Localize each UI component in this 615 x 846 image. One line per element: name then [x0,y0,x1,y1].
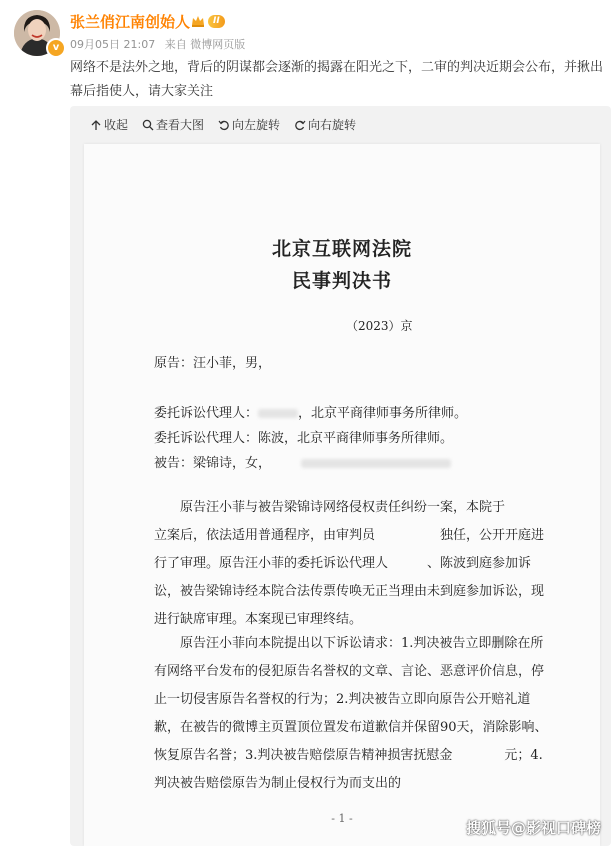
magnifier-icon [142,119,154,131]
level-label: II [208,15,225,28]
watermark: 搜狐号@影视口碑榜 [465,819,601,837]
arrow-up-icon [90,119,102,131]
rotate-right-icon [294,119,306,131]
agent2-line: 委托诉讼代理人：陈波，北京平商律师事务所律师。 [154,431,454,446]
page-number: - 1 - [331,812,353,825]
crown-icon [190,13,206,29]
agent1-rest: ，北京平商律师事务所律师。 [298,406,468,421]
post-meta [70,36,251,52]
view-large-label: 查看大图 [156,118,205,132]
case-number: （2023）京 [346,319,413,333]
post-date[interactable]: 09月05日 21:07 [70,38,156,51]
username[interactable]: 张兰俏江南创始人 [70,13,191,31]
paragraph-claims: 原告汪小菲向本院提出以下诉讼请求：1.判决被告立即删除在所有网络平台发布的侵犯原告名誉权的文章、言论、恶意评价信息，停止一切侵害原告名誉权的行为；2.判决被告立即向原告公开赔礼道歉，在被告的微博主页置顶位置发布道歉信并保留90天，消除影响、恢复原告名誉；3.判决被告赔偿原告精神损害抚慰金 元；4.判决被告赔偿原告为制止侵权行为而支出的 [154,636,548,791]
level-badge[interactable] [190,13,230,29]
rotate-left-icon [218,119,230,131]
expanded-image-card [70,106,611,846]
defendant-line [154,452,451,471]
rotate-right-label: 向右旋转 [308,118,357,132]
redacted-name [258,409,298,418]
judgment-document-image[interactable] [84,144,600,846]
collapse-label: 收起 [104,118,129,132]
plaintiff-line: 原告：汪小菲，男， [154,356,272,371]
agent1-line [154,402,467,421]
agent1-label: 委托诉讼代理人： [154,406,259,421]
defendant-text: 被告：梁锦诗，女， [154,456,272,471]
verified-badge-icon: v [46,38,66,58]
rotate-right-button[interactable] [294,116,356,133]
post-text: 网络不是法外之地，背后的阴谋都会逐渐的揭露在阳光之下，二审的判决近期会公布，并揪出幕后指使人，请大家关注 [70,60,604,99]
redacted-info [301,459,451,468]
rotate-left-label: 向左旋转 [232,118,281,132]
paragraph-case-background: 原告汪小菲与被告梁锦诗网络侵权责任纠纷一案，本院于 立案后，依法适用普通程序，由审判员 独任，公开开庭进行了审理。原告汪小菲的委托诉讼代理人 、陈波到庭参加诉讼，被告梁锦诗经本院合法传票传唤无正当理由未到庭参加诉讼，现进行缺席审理。本案现已审理终结。 [154,500,558,627]
image-toolbar [90,116,356,133]
document-type: 民事判决书 [291,270,392,292]
post-source: 来自 微博网页版 [164,38,246,51]
rotate-left-button[interactable] [218,116,280,133]
court-name: 北京互联网法院 [271,238,412,260]
view-large-button[interactable] [142,116,204,133]
collapse-button[interactable] [90,116,128,133]
